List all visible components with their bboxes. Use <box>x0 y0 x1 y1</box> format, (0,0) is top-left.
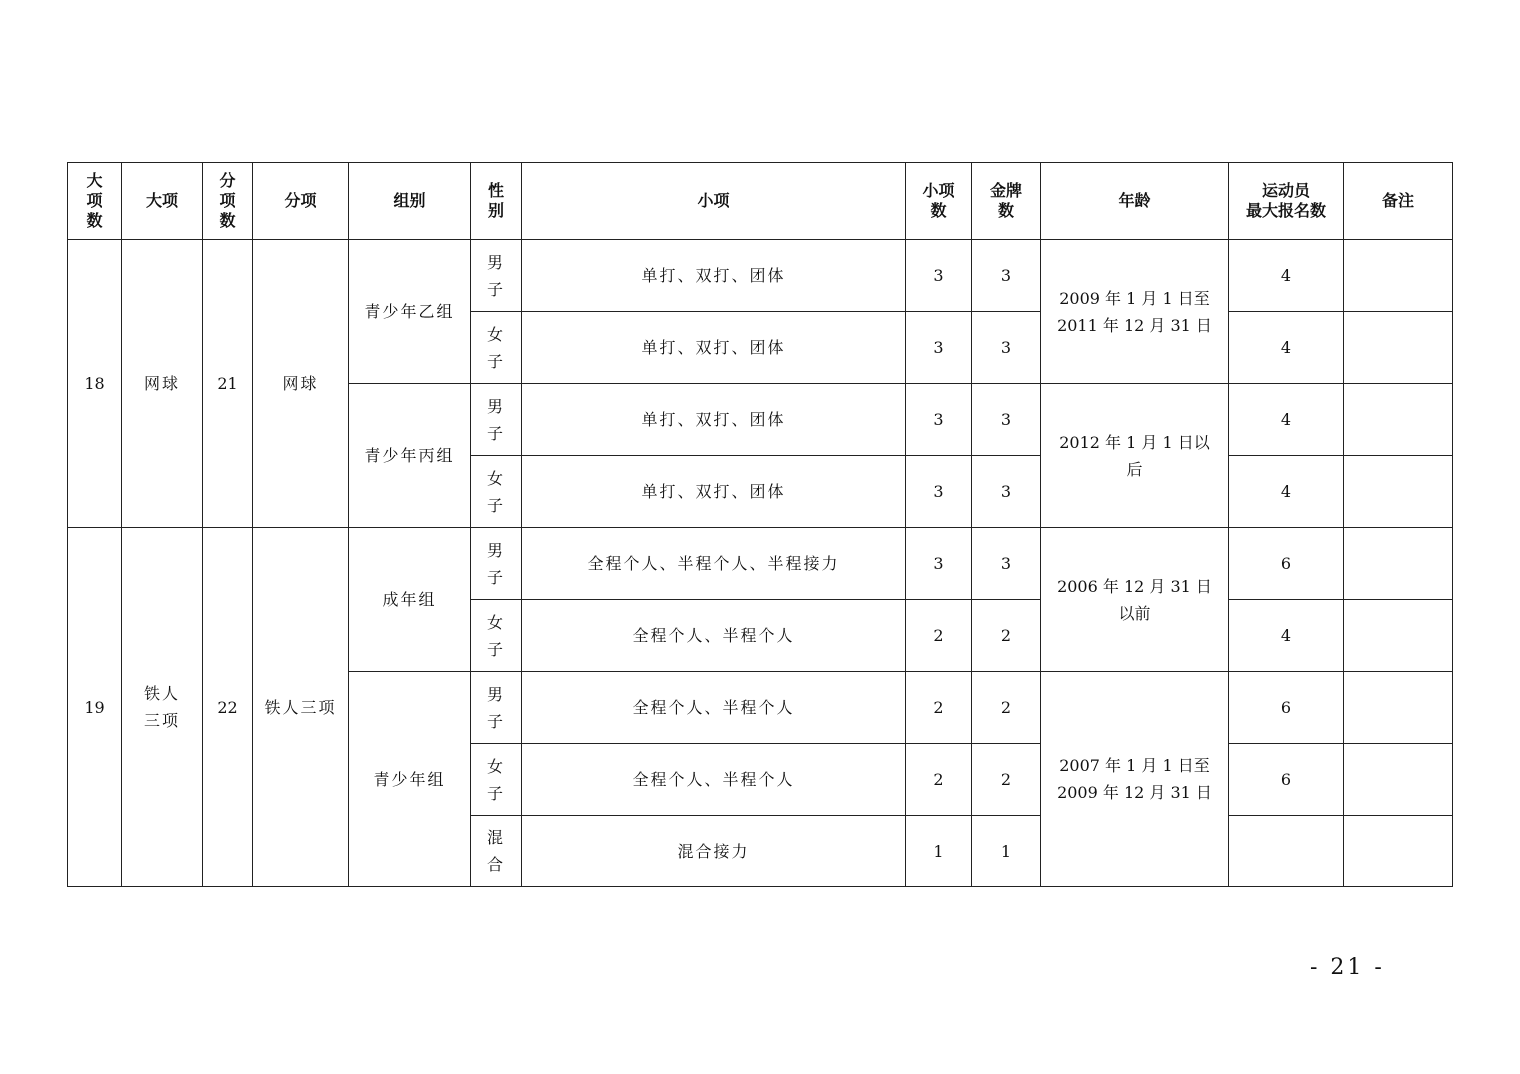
event-count-cell: 3 <box>906 312 972 384</box>
gender-cell: 女子 <box>471 312 522 384</box>
header-group: 组别 <box>349 163 471 240</box>
header-sub-item: 分项 <box>253 163 349 240</box>
events-cell: 单打、双打、团体 <box>522 312 906 384</box>
header-gender: 性别 <box>471 163 522 240</box>
tennis-sub-num: 21 <box>203 240 253 528</box>
gender-cell: 男子 <box>471 672 522 744</box>
gender-cell: 女子 <box>471 600 522 672</box>
tennis-group-c: 青少年丙组 <box>349 384 471 528</box>
header-row <box>68 163 1453 240</box>
header-big-count: 大项数 <box>68 163 122 240</box>
event-count-cell: 3 <box>906 456 972 528</box>
header-max-athletes-line1: 运动员 <box>1261 181 1310 200</box>
max-athletes-cell: 4 <box>1229 384 1344 456</box>
triathlon-youth-group: 青少年组 <box>349 672 471 887</box>
gold-count-cell: 3 <box>972 384 1041 456</box>
tennis-sub-name: 网球 <box>253 240 349 528</box>
table-row <box>68 528 1453 600</box>
triathlon-big-name: 铁人三项 <box>122 528 203 887</box>
remarks-cell <box>1344 672 1453 744</box>
tennis-group-b: 青少年乙组 <box>349 240 471 384</box>
gender-cell: 女子 <box>471 744 522 816</box>
header-event-count: 小项数 <box>906 163 972 240</box>
events-cell: 全程个人、半程个人 <box>522 600 906 672</box>
max-athletes-cell <box>1229 816 1344 887</box>
gender-cell: 男子 <box>471 384 522 456</box>
remarks-cell <box>1344 528 1453 600</box>
gender-cell: 男子 <box>471 528 522 600</box>
gold-count-cell: 2 <box>972 672 1041 744</box>
triathlon-adult-group: 成年组 <box>349 528 471 672</box>
gold-count-cell: 3 <box>972 312 1041 384</box>
header-event: 小项 <box>522 163 906 240</box>
max-athletes-cell: 4 <box>1229 312 1344 384</box>
triathlon-big-num: 19 <box>68 528 122 887</box>
max-athletes-cell: 6 <box>1229 528 1344 600</box>
event-count-cell: 2 <box>906 744 972 816</box>
gender-cell: 女子 <box>471 456 522 528</box>
events-cell: 单打、双打、团体 <box>522 456 906 528</box>
events-cell: 单打、双打、团体 <box>522 240 906 312</box>
remarks-cell <box>1344 312 1453 384</box>
remarks-cell <box>1344 744 1453 816</box>
header-age: 年龄 <box>1041 163 1229 240</box>
gold-count-cell: 2 <box>972 744 1041 816</box>
max-athletes-cell: 6 <box>1229 672 1344 744</box>
gold-count-cell: 1 <box>972 816 1041 887</box>
page-number: - 21 - <box>1310 955 1385 980</box>
max-athletes-cell: 6 <box>1229 744 1344 816</box>
event-count-cell: 1 <box>906 816 972 887</box>
gold-count-cell: 3 <box>972 456 1041 528</box>
event-count-cell: 3 <box>906 384 972 456</box>
events-cell: 单打、双打、团体 <box>522 384 906 456</box>
max-athletes-cell: 4 <box>1229 240 1344 312</box>
triathlon-youth-age: 2007 年 1 月 1 日至 2009 年 12 月 31 日 <box>1041 672 1229 887</box>
remarks-cell <box>1344 384 1453 456</box>
event-count-cell: 3 <box>906 528 972 600</box>
event-count-cell: 3 <box>906 240 972 312</box>
event-count-cell: 2 <box>906 672 972 744</box>
header-gold-count: 金牌数 <box>972 163 1041 240</box>
gold-count-cell: 3 <box>972 528 1041 600</box>
events-cell: 全程个人、半程个人、半程接力 <box>522 528 906 600</box>
remarks-cell <box>1344 456 1453 528</box>
header-big-item: 大项 <box>122 163 203 240</box>
remarks-cell <box>1344 816 1453 887</box>
events-table <box>67 162 1453 887</box>
events-cell: 全程个人、半程个人 <box>522 672 906 744</box>
table-row <box>68 240 1453 312</box>
header-max-athletes <box>1229 163 1344 240</box>
gender-cell: 混合 <box>471 816 522 887</box>
event-count-cell: 2 <box>906 600 972 672</box>
header-remarks: 备注 <box>1344 163 1453 240</box>
gold-count-cell: 2 <box>972 600 1041 672</box>
gold-count-cell: 3 <box>972 240 1041 312</box>
tennis-big-name: 网球 <box>122 240 203 528</box>
remarks-cell <box>1344 240 1453 312</box>
tennis-group-c-age: 2012 年 1 月 1 日以后 <box>1041 384 1229 528</box>
triathlon-adult-age: 2006 年 12 月 31 日以前 <box>1041 528 1229 672</box>
triathlon-sub-name: 铁人三项 <box>253 528 349 887</box>
events-cell: 混合接力 <box>522 816 906 887</box>
max-athletes-cell: 4 <box>1229 456 1344 528</box>
remarks-cell <box>1344 600 1453 672</box>
header-sub-count: 分项数 <box>203 163 253 240</box>
max-athletes-cell: 4 <box>1229 600 1344 672</box>
tennis-big-num: 18 <box>68 240 122 528</box>
tennis-group-b-age: 2009 年 1 月 1 日至 2011 年 12 月 31 日 <box>1041 240 1229 384</box>
header-max-athletes-line2: 最大报名数 <box>1245 201 1326 220</box>
gender-cell: 男子 <box>471 240 522 312</box>
triathlon-sub-num: 22 <box>203 528 253 887</box>
events-cell: 全程个人、半程个人 <box>522 744 906 816</box>
